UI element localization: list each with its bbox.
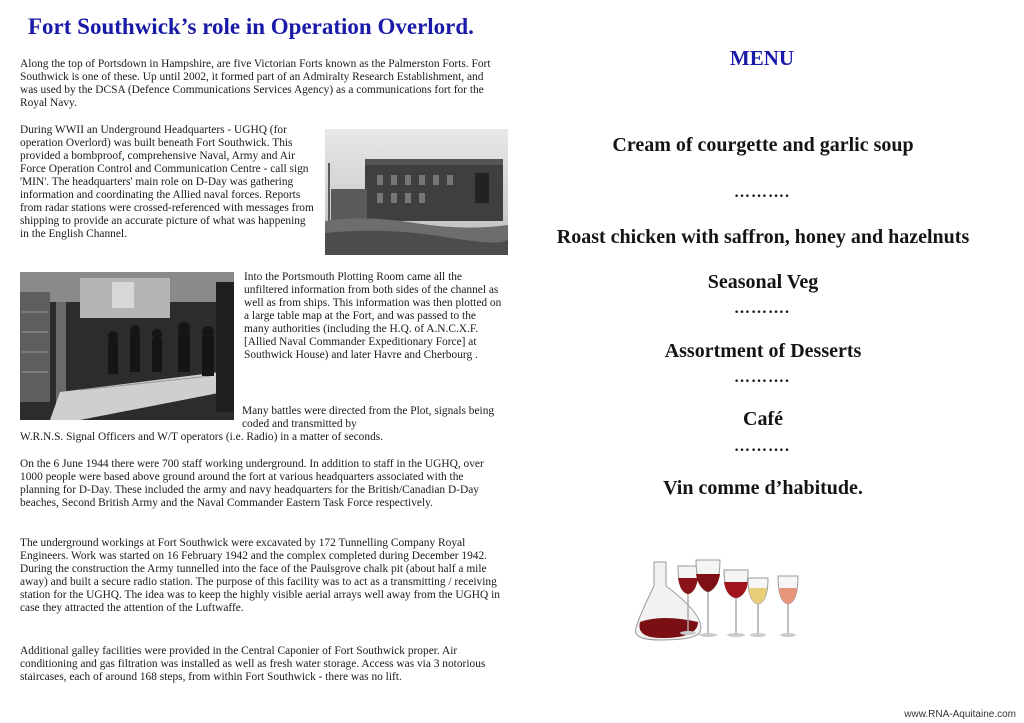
article-paragraph-excavation: The underground workings at Fort Southwick were excavated by 172 Tunnelling Company Royal Engineers. Work was started on 16 February 1942 and the complex completed during December 1942. During the construction the Army tunnelled into the face of the Paulsgrove chalk pit (about half a mile away) and built a secure radio station. The purpose of this facility was to act as a transmitting / receiving station for the UGHQ. The idea was to keep the highly visible aerial arrays well away from the UGHQ in case they attracted the attention of the Luftwaffe.	[20, 537, 500, 614]
menu-item-wine: Vin comme d’habitude.	[663, 477, 863, 499]
menu-separator: ……….	[734, 300, 790, 317]
article-paragraph-galley-facilities: Additional galley facilities were provided in the Central Caponier of Fort Southwick proper. Air conditioning and gas filtration was installed as well as fresh water storage. Access was via 3 notorious staircases, each of around 168 steps, from within Fort Southwick - there was no lift.	[20, 645, 486, 683]
menu-item-soup: Cream of courgette and garlic soup	[612, 134, 914, 156]
menu-separator: ……….	[734, 369, 790, 386]
menu-separator: ……….	[734, 438, 790, 455]
article-paragraph-plotting-room: Into the Portsmouth Plotting Room came all the unfiltered information from both sides of the channel as well as from ships. This information was then plotted on a large table map at the Fort, and was passed to the many authorities (including the H.Q. of A.N.C.X.F. [Allied Naval Commander Expeditionary Force] at Southwick House) and later Havre and Cherbourg .	[244, 271, 502, 361]
wine-glasses-illustration	[632, 556, 808, 646]
menu-item-coffee: Café	[743, 408, 783, 430]
menu-item-desserts: Assortment of Desserts	[664, 340, 862, 362]
menu-separator: ……….	[734, 184, 790, 201]
fort-building-photo-drawing	[325, 129, 508, 255]
fort-building-photo	[325, 129, 508, 255]
article-paragraph-d-day-staff: On the 6 June 1944 there were 700 staff working underground. In addition to staff in the UGHQ, over 1000 people were based above ground around the fort at various headquarters associated with the planning for D-Day. These included the army and navy headquarters for the British/Canadian D-Day beaches, Second British Army and the Naval Commander Eastern Task Force respectively.	[20, 458, 484, 509]
menu-title: MENU	[729, 46, 795, 70]
article-paragraph-battles	[20, 405, 502, 444]
article-title: Fort Southwick’s role in Operation Overlord.	[28, 14, 474, 39]
plotting-room-photo-drawing	[20, 272, 234, 420]
wine-glasses-icon	[632, 556, 808, 646]
article-paragraph-battles-line-1: Many battles were directed from the Plot, signals being coded and transmitted by	[242, 405, 495, 430]
article-paragraph-battles-line-2: W.R.N.S. Signal Officers and W/T operators (i.e. Radio) in a matter of seconds.	[20, 431, 384, 443]
plotting-room-photo	[20, 272, 234, 420]
watermark: www.RNA-Aquitaine.com	[904, 709, 1016, 720]
menu-item-main-course: Roast chicken with saffron, honey and hazelnuts	[556, 226, 970, 248]
article-paragraph-palmerston-forts: Along the top of Portsdown in Hampshire, are five Victorian Forts known as the Palmerston Forts. Fort Southwick is one of these. Up until 2002, it formed part of an Admiralty Research Establishment, and was used by the DCSA (Defence Communications Services Agency) as a communications fort for the Royal Navy.	[20, 58, 491, 109]
article-paragraph-ughq: During WWII an Underground Headquarters - UGHQ (for operation Overlord) was built beneath Fort Southwick. This provided a bombproof, comprehensive Naval, Army and Air Force Operation Control and Communication Centre - call sign 'MIN'. The headquarters' main role on D-Day was gathering information and coordinating the Allied naval forces. Reports from radar stations were crossed-referenced with messages from shipping to provide an accurate picture of what was happening in the English Channel.	[20, 124, 314, 240]
menu-item-vegetables: Seasonal Veg	[707, 271, 819, 293]
